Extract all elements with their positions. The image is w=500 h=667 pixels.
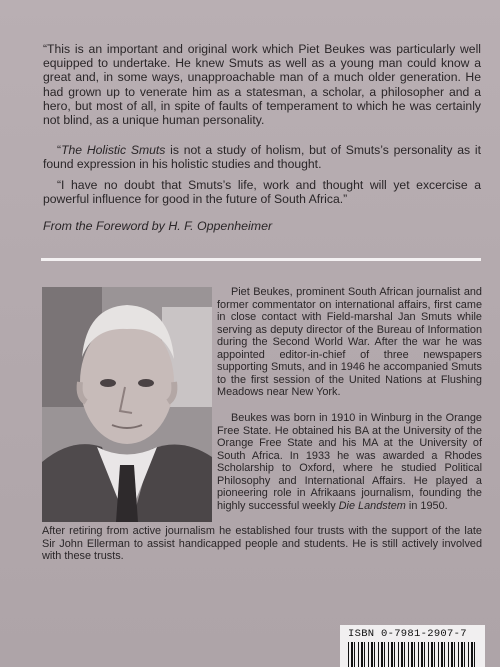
divider-rule <box>41 258 481 261</box>
author-bio-2 <box>217 412 482 512</box>
newspaper-title: Die Landstem <box>338 499 406 512</box>
book-title: The Holistic Smuts <box>61 143 166 157</box>
foreword-attribution: From the Foreword by H. F. Oppenheimer <box>43 219 273 233</box>
isbn-barcode <box>340 625 485 667</box>
quote-open-mark: “ <box>57 143 62 157</box>
isbn-number: ISBN 0-7981-2907-7 <box>348 628 467 640</box>
author-bio-1: Piet Beukes, prominent South African journalist and former commentator on international affairs, first came in close contact with Field-marshal Jan Smuts while serving as deputy director of the Bureau of Information during the Second World War. After the war he was appointed editor-in-chief of three newspapers supporting Smuts, and in 1946 he accompanied Smuts to the first session of the United Nations at Flushing Meadows near New York. <box>217 286 482 399</box>
foreword-quote-1: “This is an important and original work which Piet Beukes was particularly well equipped to undertake. He knew Smuts as well as a young man could know a great and, in some ways, unapproachable man of a much older generation. He had grown up to venerate him as a statesman, a scholar, a philosopher and a hero, but most of all, in spite of faults of temperament to which he was certainly not blind, as a unique human personality. <box>43 42 481 128</box>
foreword-quote-3: “I have no doubt that Smuts’s life, work and thought will yet excercise a powerful influence for good in the future of South Africa.” <box>43 178 481 207</box>
author-portrait-image <box>42 287 212 522</box>
foreword-quote-2 <box>43 143 481 171</box>
author-bio-2-tail: in 1950. <box>405 499 448 512</box>
barcode-bars <box>348 642 478 667</box>
author-photo <box>42 287 212 522</box>
author-bio-2-text: Beukes was born in 1910 in Winburg in the Orange Free State. He obtained his BA at the University of the Orange Free State and his MA at the University of South Africa. In 1933 he was awarded a Rhodes Scholarship to Oxford, where he studied Political Philosophy and International Affairs. He played a pioneering role in Afrikaans journalism, founding the highly successful weekly <box>217 412 482 512</box>
foreword-quote-2-text: is not a study of holism, but of Smuts’s personality as it found expression in his holistic studies and thought. <box>43 143 481 172</box>
author-bio-3: After retiring from active journalism he established four trusts with the support of the late Sir John Ellerman to assist handicapped people and students. He is still actively involved with these trusts. <box>42 525 482 563</box>
